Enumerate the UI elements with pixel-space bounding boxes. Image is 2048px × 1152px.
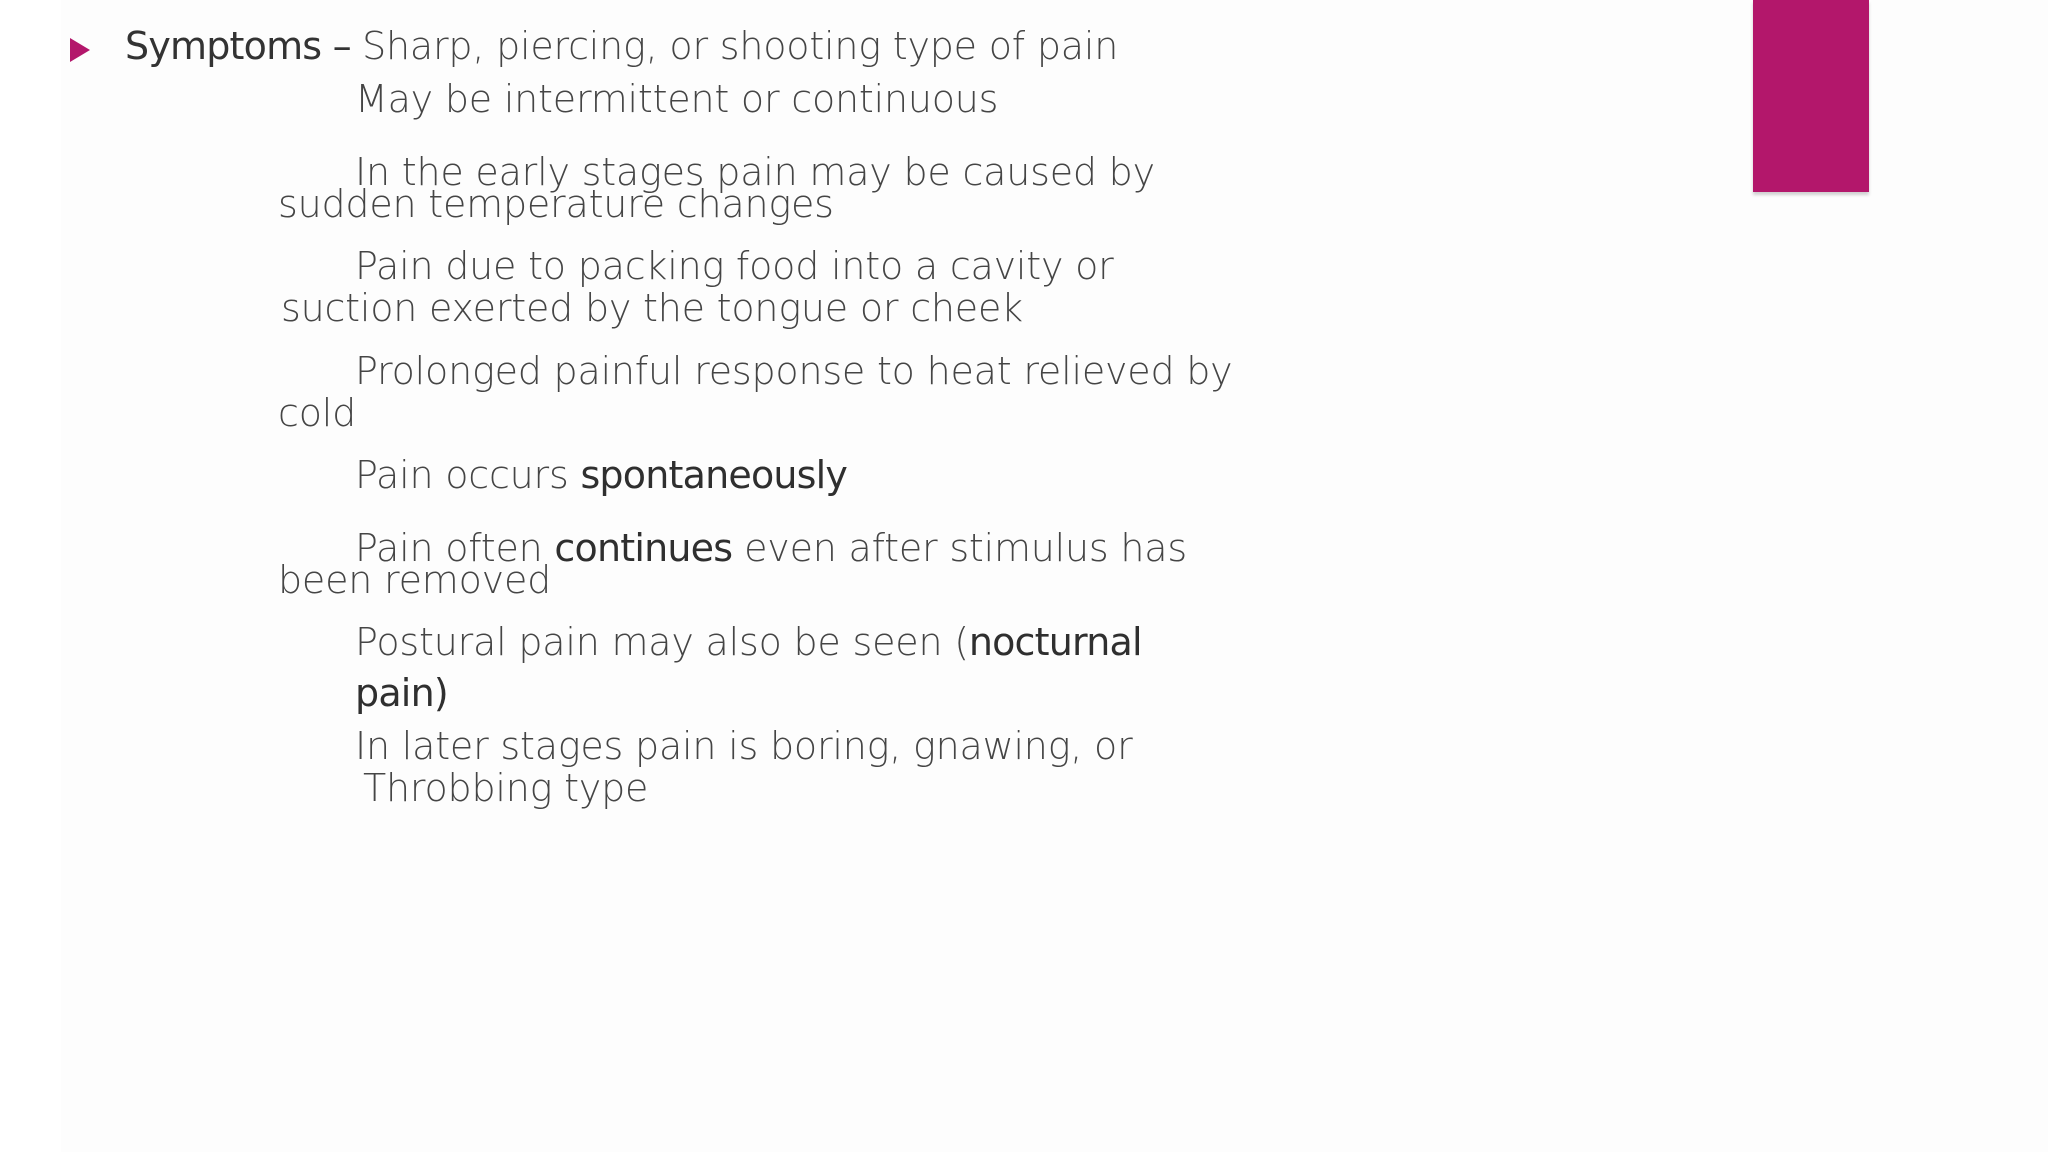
first-symptom: Sharp, piercing, or shooting type of pain (362, 24, 1119, 68)
nocturnal-bold: nocturnal (968, 620, 1142, 664)
triangle-right-icon (70, 38, 90, 62)
postural-pre: Postural pain may also be seen ( (355, 620, 969, 664)
continues-pre: Pain often (355, 526, 555, 570)
line-heat-response: Prolonged painful response to heat relieved by (355, 349, 1233, 393)
line-food-packing-cont: suction exerted by the tongue or cheek (281, 286, 1023, 330)
line-spontaneous (355, 453, 848, 497)
spontaneous-pre: Pain occurs (355, 453, 581, 497)
line-intermittent: May be intermittent or continuous (355, 77, 999, 121)
spontaneous-bold: spontaneously (580, 453, 848, 497)
bullet-heading (125, 24, 1119, 68)
line-later-stages: In later stages pain is boring, gnawing, or (355, 724, 1133, 768)
continues-post: even after stimulus has (732, 526, 1187, 570)
line-food-packing: Pain due to packing food into a cavity or (355, 244, 1114, 288)
line-postural (355, 620, 1142, 664)
line-early-stages-cont: sudden temperature changes (278, 182, 834, 226)
symptoms-label: Symptoms (125, 24, 322, 68)
dash: – (321, 24, 363, 68)
continues-bold: continues (554, 526, 733, 570)
line-later-stages-cont: Throbbing type (363, 766, 649, 810)
line-continues-cont: been removed (278, 558, 552, 602)
line-postural-cont: pain) (355, 671, 448, 715)
line-heat-response-cont: cold (278, 391, 357, 435)
accent-bar (1753, 0, 1869, 192)
line-early-stages: In the early stages pain may be caused by (355, 150, 1155, 194)
